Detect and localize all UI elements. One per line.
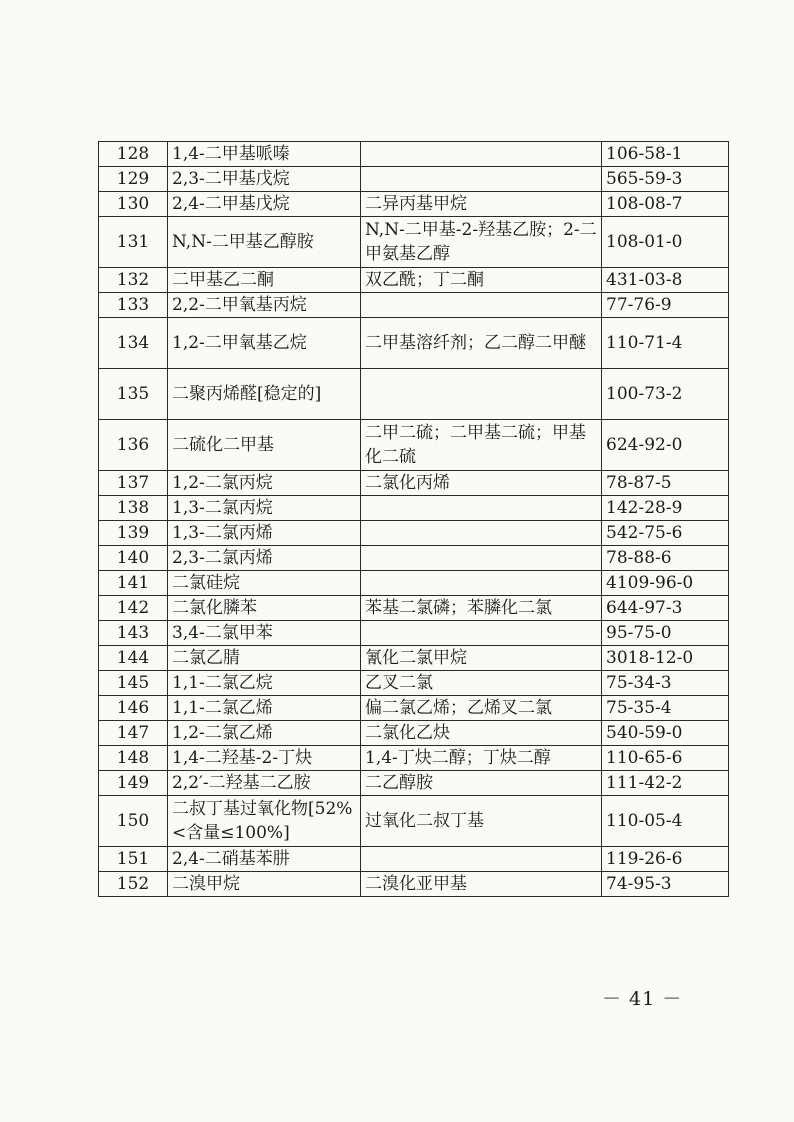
row-number: 144: [99, 646, 168, 671]
row-number: 142: [99, 596, 168, 621]
cas-number: 100-73-2: [602, 369, 729, 420]
table-row: [99, 268, 729, 293]
table-row: [99, 596, 729, 621]
row-number: 133: [99, 293, 168, 318]
table-row: [99, 369, 729, 420]
chemical-alias: 偏二氯乙烯；乙烯叉二氯: [361, 696, 602, 721]
table-row: [99, 471, 729, 496]
row-number: 132: [99, 268, 168, 293]
chemical-name: 2,2′-二羟基二乙胺: [168, 771, 361, 796]
table-row: [99, 420, 729, 471]
chemical-alias: [361, 571, 602, 596]
table-row: [99, 192, 729, 217]
row-number: 134: [99, 318, 168, 369]
row-number: 140: [99, 546, 168, 571]
row-number: 129: [99, 167, 168, 192]
table-row: [99, 318, 729, 369]
row-number: 139: [99, 521, 168, 546]
chemical-name: 二硫化二甲基: [168, 420, 361, 471]
chemical-name: 2,4-二甲基戊烷: [168, 192, 361, 217]
chemical-name: 2,3-二甲基戊烷: [168, 167, 361, 192]
page-number: － 41 －: [602, 988, 683, 1010]
chemical-alias: 二溴化亚甲基: [361, 872, 602, 897]
chemical-name: 二溴甲烷: [168, 872, 361, 897]
table-row: [99, 546, 729, 571]
cas-number: 542-75-6: [602, 521, 729, 546]
chemical-name: 1,3-二氯丙烯: [168, 521, 361, 546]
chemical-name: 1,2-二氯丙烷: [168, 471, 361, 496]
row-number: 147: [99, 721, 168, 746]
table-row: [99, 771, 729, 796]
table-row: [99, 746, 729, 771]
row-number: 148: [99, 746, 168, 771]
cas-number: 431-03-8: [602, 268, 729, 293]
row-number: 128: [99, 142, 168, 167]
chemical-name: 二氯化膦苯: [168, 596, 361, 621]
chemical-name: 1,1-二氯乙烯: [168, 696, 361, 721]
chemical-alias: 1,4-丁炔二醇；丁炔二醇: [361, 746, 602, 771]
table-row: [99, 293, 729, 318]
cas-number: 106-58-1: [602, 142, 729, 167]
cas-number: 565-59-3: [602, 167, 729, 192]
chemical-alias: 二氯化乙炔: [361, 721, 602, 746]
row-number: 136: [99, 420, 168, 471]
chemical-alias: 二乙醇胺: [361, 771, 602, 796]
table-row: [99, 521, 729, 546]
row-number: 143: [99, 621, 168, 646]
chemical-name: 二氯硅烷: [168, 571, 361, 596]
chemical-name: 3,4-二氯甲苯: [168, 621, 361, 646]
chemical-name: 1,3-二氯丙烷: [168, 496, 361, 521]
cas-number: 540-59-0: [602, 721, 729, 746]
row-number: 150: [99, 796, 168, 847]
row-number: 141: [99, 571, 168, 596]
row-number: 149: [99, 771, 168, 796]
table-row: [99, 217, 729, 268]
chemical-name: 1,1-二氯乙烷: [168, 671, 361, 696]
chemical-name: 2,3-二氯丙烯: [168, 546, 361, 571]
row-number: 146: [99, 696, 168, 721]
chemical-name: 2,4-二硝基苯肼: [168, 847, 361, 872]
table-row: [99, 142, 729, 167]
cas-number: 110-65-6: [602, 746, 729, 771]
row-number: 137: [99, 471, 168, 496]
row-number: 130: [99, 192, 168, 217]
table-row: [99, 646, 729, 671]
row-number: 152: [99, 872, 168, 897]
cas-number: 110-71-4: [602, 318, 729, 369]
cas-number: 4109-96-0: [602, 571, 729, 596]
cas-number: 110-05-4: [602, 796, 729, 847]
cas-number: 3018-12-0: [602, 646, 729, 671]
chemical-alias: [361, 369, 602, 420]
chemical-name: 1,4-二甲基哌嗪: [168, 142, 361, 167]
chemical-name: 二甲基乙二酮: [168, 268, 361, 293]
chemical-table: [98, 141, 729, 897]
row-number: 151: [99, 847, 168, 872]
cas-number: 78-88-6: [602, 546, 729, 571]
cas-number: 77-76-9: [602, 293, 729, 318]
table-body: [99, 142, 729, 897]
cas-number: 74-95-3: [602, 872, 729, 897]
table-row: [99, 696, 729, 721]
chemical-alias: [361, 546, 602, 571]
cas-number: 108-08-7: [602, 192, 729, 217]
chemical-alias: [361, 847, 602, 872]
chemical-name: 1,4-二羟基-2-丁炔: [168, 746, 361, 771]
chemical-alias: [361, 167, 602, 192]
chemical-alias: 二氯化丙烯: [361, 471, 602, 496]
chemical-alias: 二甲二硫；二甲基二硫；甲基化二硫: [361, 420, 602, 471]
cas-number: 78-87-5: [602, 471, 729, 496]
table-row: [99, 496, 729, 521]
cas-number: 108-01-0: [602, 217, 729, 268]
row-number: 138: [99, 496, 168, 521]
chemical-name: 二聚丙烯醛[稳定的]: [168, 369, 361, 420]
cas-number: 75-34-3: [602, 671, 729, 696]
chemical-alias: 过氧化二叔丁基: [361, 796, 602, 847]
cas-number: 644-97-3: [602, 596, 729, 621]
cas-number: 119-26-6: [602, 847, 729, 872]
chemical-name: 二叔丁基过氧化物[52%<含量≤100%]: [168, 796, 361, 847]
row-number: 145: [99, 671, 168, 696]
table-row: [99, 796, 729, 847]
chemical-alias: [361, 521, 602, 546]
cas-number: 75-35-4: [602, 696, 729, 721]
chemical-alias: 氰化二氯甲烷: [361, 646, 602, 671]
chemical-name: 二氯乙腈: [168, 646, 361, 671]
chemical-name: N,N-二甲基乙醇胺: [168, 217, 361, 268]
table-row: [99, 721, 729, 746]
chemical-name: 1,2-二甲氧基乙烷: [168, 318, 361, 369]
row-number: 131: [99, 217, 168, 268]
chemical-alias: 双乙酰；丁二酮: [361, 268, 602, 293]
chemical-alias: [361, 142, 602, 167]
table-row: [99, 872, 729, 897]
table-row: [99, 621, 729, 646]
chemical-alias: 苯基二氯磷；苯膦化二氯: [361, 596, 602, 621]
chemical-name: 2,2-二甲氧基丙烷: [168, 293, 361, 318]
chemical-alias: N,N-二甲基-2-羟基乙胺；2-二甲氨基乙醇: [361, 217, 602, 268]
table-row: [99, 167, 729, 192]
cas-number: 111-42-2: [602, 771, 729, 796]
table-row: [99, 847, 729, 872]
table-row: [99, 571, 729, 596]
cas-number: 624-92-0: [602, 420, 729, 471]
chemical-alias: [361, 496, 602, 521]
chemical-alias: 二异丙基甲烷: [361, 192, 602, 217]
cas-number: 142-28-9: [602, 496, 729, 521]
chemical-alias: [361, 621, 602, 646]
table-row: [99, 671, 729, 696]
chemical-alias: 二甲基溶纤剂；乙二醇二甲醚: [361, 318, 602, 369]
chemical-name: 1,2-二氯乙烯: [168, 721, 361, 746]
chemical-alias: [361, 293, 602, 318]
row-number: 135: [99, 369, 168, 420]
chemical-alias: 乙叉二氯: [361, 671, 602, 696]
cas-number: 95-75-0: [602, 621, 729, 646]
